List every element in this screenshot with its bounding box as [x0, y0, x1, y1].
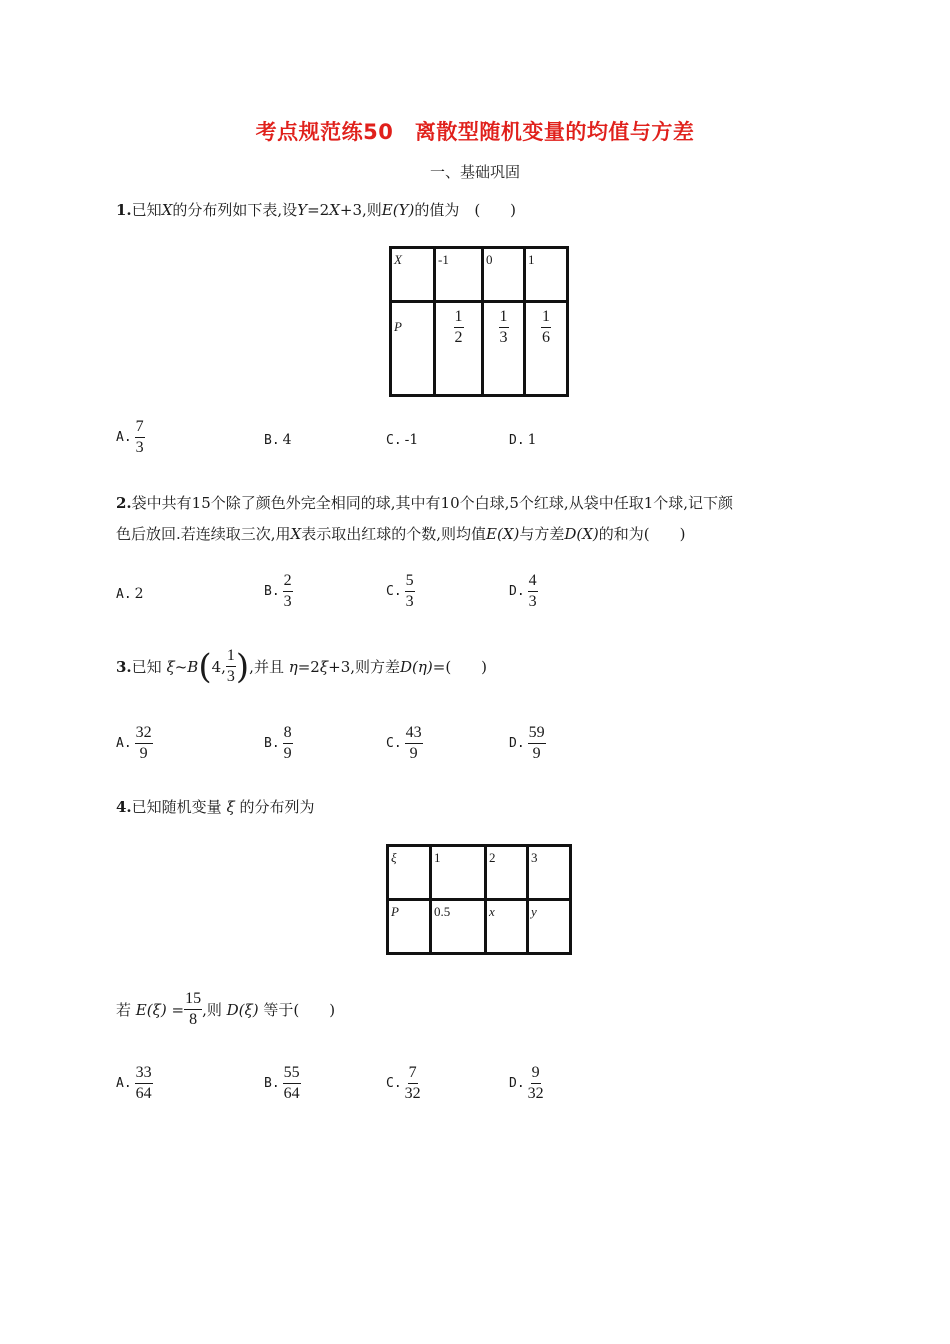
- q3-option-c[interactable]: C. $\frac{43}{9}$: [386, 724, 422, 762]
- question-3-stem: 3. 已知 ξ ~B ( 4, $\frac{1}{3}$ ) ,并且 η =2 ξ +3,则方差 D (η) =( ): [116, 646, 488, 687]
- q4-option-d[interactable]: D. $\frac{9}{32}$: [509, 1064, 544, 1102]
- table-cell: P: [391, 302, 435, 396]
- fraction: $\frac{9}{32}$: [527, 1064, 544, 1102]
- fraction: $\frac{1}{6}$: [542, 308, 550, 346]
- table-cell: 0: [483, 248, 525, 302]
- fraction: $\frac{1}{3}$: [499, 308, 508, 346]
- question-4-condition: 若 E (ξ) = $\frac{15}{8}$ ,则 D (ξ) 等于( ): [116, 990, 336, 1028]
- q1-option-b[interactable]: B. 4: [264, 432, 292, 448]
- table-cell: [525, 302, 568, 396]
- section-heading: 一、基础巩固: [429, 163, 520, 181]
- table-cell: 1: [525, 248, 568, 302]
- q1-option-c[interactable]: C. -1: [386, 432, 419, 448]
- q4-distribution-table: [386, 844, 572, 955]
- fraction: $\frac{2}{3}$: [283, 572, 292, 610]
- fraction: $\frac{1}{3}$: [226, 647, 235, 685]
- table-cell: 2: [486, 846, 528, 900]
- table-cell: 3: [528, 846, 571, 900]
- q4-option-a[interactable]: A. $\frac{33}{64}$: [116, 1064, 152, 1102]
- fraction: $\frac{59}{9}$: [528, 724, 545, 762]
- q3-option-d[interactable]: D. $\frac{59}{9}$: [509, 724, 545, 762]
- fraction: $\frac{5}{3}$: [405, 572, 414, 610]
- q2-option-b[interactable]: B. $\frac{2}{3}$: [264, 572, 292, 610]
- q3-option-a[interactable]: A. $\frac{32}{9}$: [116, 724, 152, 762]
- q1-distribution-table: [389, 246, 569, 397]
- q2-option-c[interactable]: C. $\frac{5}{3}$: [386, 572, 414, 610]
- fraction: $\frac{7}{32}$: [404, 1064, 421, 1102]
- fraction: $\frac{15}{8}$: [185, 990, 202, 1028]
- table-cell: [483, 302, 525, 396]
- fraction: $\frac{8}{9}$: [283, 724, 292, 762]
- fraction: $\frac{1}{2}$: [454, 308, 463, 346]
- page-title: 考点规范练50 离散型随机变量的均值与方差: [255, 120, 695, 144]
- q1-option-d[interactable]: D. 1: [509, 432, 537, 448]
- question-4-stem: 4.已知随机变量 ξ 的分布列为: [116, 798, 315, 816]
- table-cell: ξ: [388, 846, 431, 900]
- table-cell: 1: [431, 846, 486, 900]
- table-cell: x: [486, 900, 528, 954]
- table-cell: 0.5: [431, 900, 486, 954]
- question-2-stem-line-1: 2.袋中共有15个除了颜色外完全相同的球,其中有10个白球,5个红球,从袋中任取1个球,记下颜: [116, 494, 734, 512]
- q2-option-d[interactable]: D. $\frac{4}{3}$: [509, 572, 537, 610]
- q2-option-a[interactable]: A. 2: [116, 586, 144, 602]
- fraction: $\frac{32}{9}$: [135, 724, 152, 762]
- table-cell: y: [528, 900, 571, 954]
- fraction: $\frac{33}{64}$: [135, 1064, 152, 1102]
- question-2-stem-line-2: 色后放回.若连续取三次,用X表示取出红球的个数,则均值E(X)与方差D(X)的和为( ): [116, 525, 686, 543]
- fraction: $\frac{7}{3}$: [135, 418, 144, 456]
- fraction: $\frac{55}{64}$: [283, 1064, 300, 1102]
- q4-option-b[interactable]: B. $\frac{55}{64}$: [264, 1064, 300, 1102]
- question-1-stem: 1.已知X的分布列如下表,设Y=2X+3,则E(Y)的值为 ( ): [116, 201, 517, 219]
- fraction: $\frac{4}{3}$: [528, 572, 537, 610]
- q1-option-a[interactable]: A. $\frac{7}{3}$: [116, 418, 144, 456]
- table-cell: -1: [435, 248, 483, 302]
- fraction: $\frac{43}{9}$: [405, 724, 422, 762]
- q4-option-c[interactable]: C. $\frac{7}{32}$: [386, 1064, 421, 1102]
- q3-option-b[interactable]: B. $\frac{8}{9}$: [264, 724, 292, 762]
- table-cell: P: [388, 900, 431, 954]
- table-cell: X: [391, 248, 435, 302]
- table-cell: [435, 302, 483, 396]
